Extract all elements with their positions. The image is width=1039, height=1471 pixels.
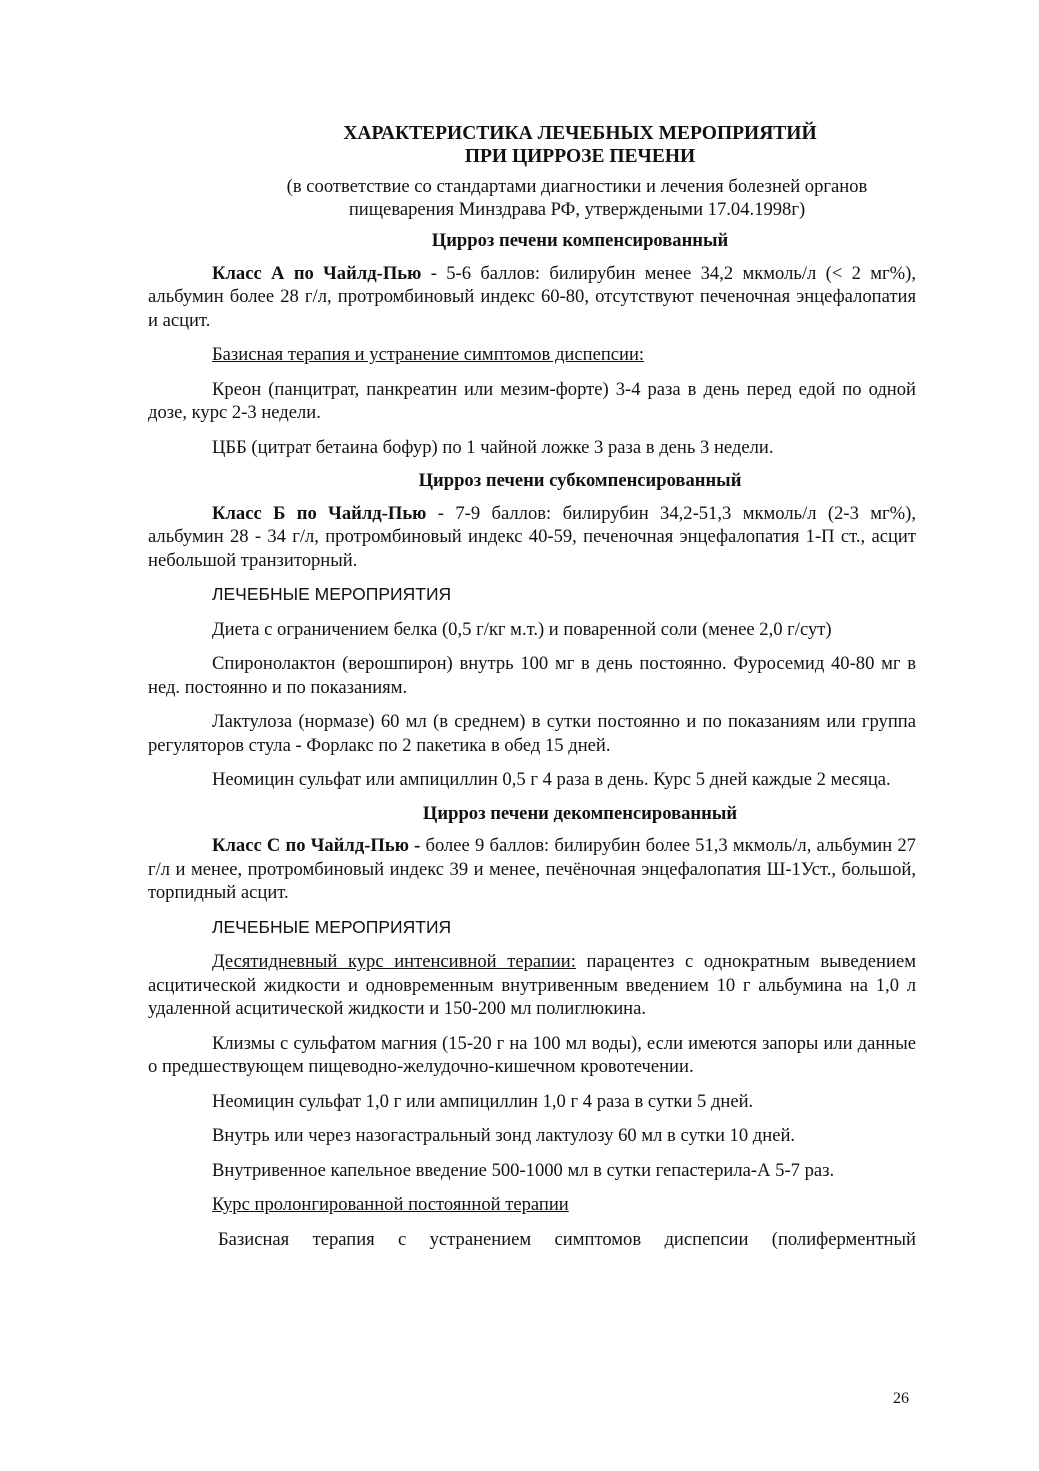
title-line-1: ХАРАКТЕРИСТИКА ЛЕЧЕБНЫХ МЕРОПРИЯТИЙ: [343, 123, 817, 144]
lactulose-paragraph: Лактулоза (нормазе) 60 мл (в среднем) в сутки постоянно и по показаниям или группа регуляторов стула - Форлакс по 2 пакетика в обед 15 дней.: [148, 711, 916, 756]
intensive-therapy-label: Десятидневный курс интенсивной терапии:: [212, 951, 576, 972]
enema-paragraph: Клизмы с сульфатом магния (15-20 г на 100 мл воды), если имеются запоры или данные о предшествующем пищеводно-желудочно-кишечном кровотечении.: [148, 1032, 916, 1077]
document-page: [148, 122, 916, 1251]
class-b-paragraph: [148, 502, 916, 573]
basic-therapy-last-line: Базисная терапия с устранением симптомов диспепсии (полиферментный: [218, 1228, 916, 1250]
class-c-paragraph: [148, 834, 916, 905]
intensive-therapy-text: парацентез с однократным выведением асцитической жидкости и одновременным внутривенным введением 10 г альбумина на 1,0 л удаленной асцитической жидкости и 150-200 мл полиглюкина.: [148, 951, 916, 1019]
prolonged-therapy-heading: [148, 1193, 916, 1217]
neomycin-paragraph-b: Неомицин сульфат или ампициллин 0,5 г 4 раза в день. Курс 5 дней каждые 2 месяца.: [212, 769, 891, 790]
measures-heading-b: ЛЕЧЕБНЫЕ МЕРОПРИЯТИЯ: [212, 584, 452, 604]
intensive-therapy-paragraph: [148, 950, 916, 1021]
creon-paragraph: Креон (панцитрат, панкреатин или мезим-форте) 3-4 раза в день перед едой по одной дозе, курс 2-3 недели.: [148, 378, 916, 423]
class-a-label: Класс А по Чайлд-Пью: [212, 262, 422, 284]
document-title: [148, 122, 916, 168]
cbb-paragraph: ЦББ (цитрат бетаина бофур) по 1 чайной ложке 3 раза в день 3 недели.: [212, 436, 774, 458]
subtitle-line-2: пищеварения Минздрава РФ, утверждеными 17.04.1998г): [348, 199, 806, 220]
diet-paragraph: Диета с ограничением белка (0,5 г/кг м.т.) и поваренной соли (менее 2,0 г/сут): [212, 618, 832, 640]
section-heading-compensated: Цирроз печени компенсированный: [431, 230, 729, 251]
nasogastric-paragraph: Внутрь или через назогастральный зонд лактулозу 60 мл в сутки 10 дней.: [212, 1125, 796, 1146]
basic-therapy-heading-text: Базисная терапия и устранение симптомов диспепсии:: [212, 344, 645, 365]
title-line-2: ПРИ ЦИРРОЗЕ ПЕЧЕНИ: [464, 146, 696, 167]
neomycin-paragraph-c: Неомицин сульфат 1,0 г или ампициллин 1,0 г 4 раза в сутки 5 дней.: [212, 1090, 754, 1112]
class-a-paragraph: [148, 262, 916, 333]
page-number: 26: [893, 1390, 909, 1407]
spironolactone-paragraph: Спиронолактон (верошпирон) внутрь 100 мг в день постоянно. Фуросемид 40-80 мг в нед. постоянно и по показаниям.: [148, 653, 916, 698]
infusion-paragraph: Внутривенное капельное введение 500-1000 мл в сутки гепастерила-А 5-7 раз.: [212, 1159, 835, 1181]
class-b-text: - 7-9 баллов: билирубин 34,2-51,3 мкмоль/л (2-3 мг%), альбумин 28 - 34 г/л, протромбиновый индекс 40-59, печеночная энцефалопатия 1-П ст., асцит небольшой транзиторный.: [148, 502, 916, 571]
section-heading-subcompensated: Цирроз печени субкомпенсированный: [418, 470, 742, 491]
class-a-text: - 5-6 баллов: билирубин менее 34,2 мкмоль/л (< 2 мг%), альбумин более 28 г/л, протромбиновый индекс 60-80, отсутствуют печеночная энцефалопатия и асцит.: [148, 262, 916, 331]
document-subtitle: [148, 175, 916, 221]
class-c-label: Класс С по Чайлд-Пью -: [212, 835, 421, 856]
measures-heading-c: ЛЕЧЕБНЫЕ МЕРОПРИЯТИЯ: [212, 916, 452, 937]
subtitle-line-1: (в соответствие со стандартами диагностики и лечения болезней органов: [286, 176, 868, 197]
section-heading-decompensated: Цирроз печени декомпенсированный: [422, 802, 738, 824]
prolonged-therapy-heading-text: Курс пролонгированной постоянной терапии: [212, 1194, 569, 1215]
class-c-text: более 9 баллов: билирубин более 51,3 мкмоль/л, альбумин 27 г/л и менее, протромбиновый индекс 39 и менее, печёночная энцефалопатия Ш-1Уст., большой, торпидный асцит.: [148, 835, 916, 903]
class-b-label: Класс Б по Чайлд-Пью: [212, 502, 427, 524]
basic-therapy-heading: [148, 343, 916, 367]
